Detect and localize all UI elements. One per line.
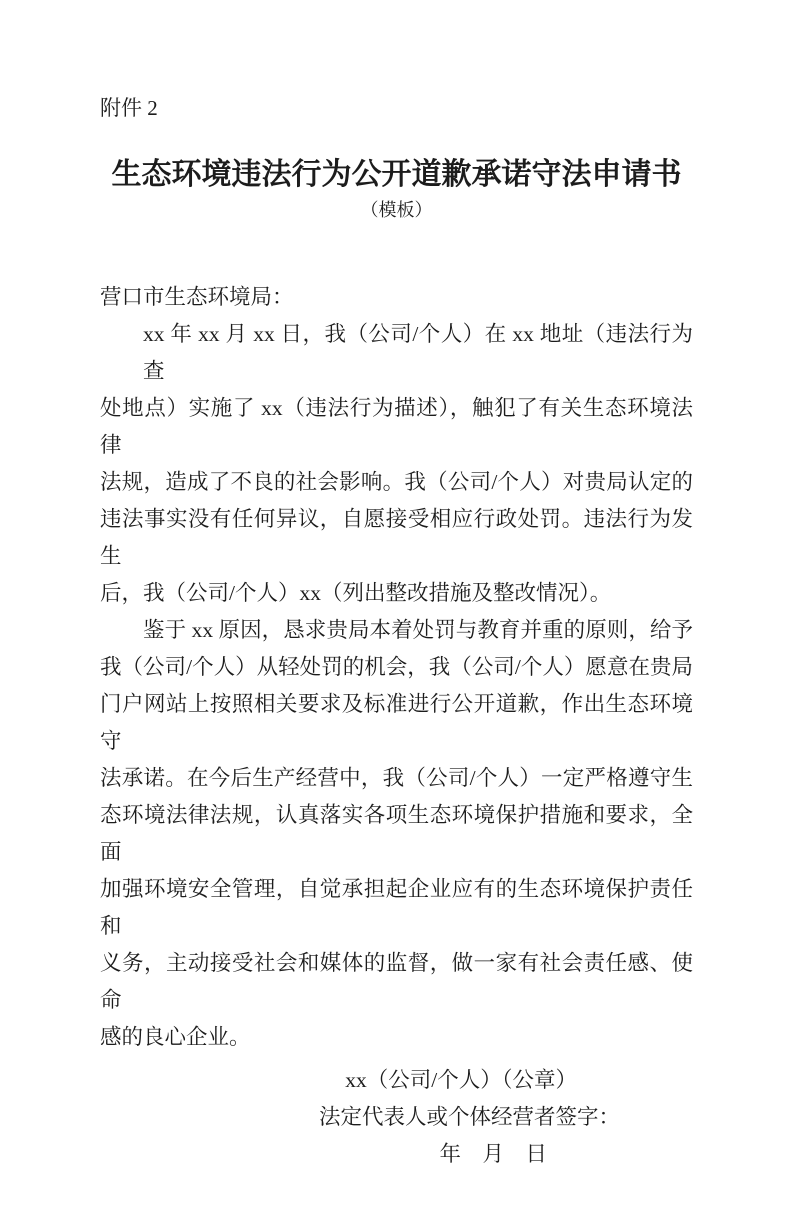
body-text-line: 加强环境安全管理，自觉承担起企业应有的生态环境保护责任和	[100, 877, 693, 938]
paragraph-1	[100, 316, 693, 612]
body-text-line: 态环境法律法规，认真落实各项生态环境保护措施和要求，全面	[100, 803, 693, 864]
signature-date-line: 年 月 日	[439, 1142, 547, 1166]
signature-signer-line: xx（公司/个人）（公章）	[345, 1068, 577, 1092]
body-text-line: 义务，主动接受社会和媒体的监督，做一家有社会责任感、使命	[100, 951, 693, 1012]
document-subtitle: （模板）	[360, 200, 433, 220]
body-text-line: 法承诺。在今后生产经营中，我（公司/个人）一定严格遵守生	[100, 766, 693, 790]
body-text-line: xx 年 xx 月 xx 日，我（公司/个人）在 xx 地址（违法行为查	[143, 322, 693, 383]
body-text-line: 后，我（公司/个人）xx（列出整改措施及整改情况）。	[100, 581, 612, 605]
body-text-line: 感的良心企业。	[100, 1025, 251, 1049]
body-text-line: 鉴于 xx 原因，恳求贵局本着处罚与教育并重的原则，给予	[143, 618, 693, 642]
signature-block	[100, 1062, 693, 1173]
body-text-line: 违法事实没有任何异议，自愿接受相应行政处罚。违法行为发生	[100, 507, 693, 568]
body-text-line: 我（公司/个人）从轻处罚的机会，我（公司/个人）愿意在贵局	[100, 655, 693, 679]
document-page	[0, 93, 793, 1215]
body-text-line: 法规，造成了不良的社会影响。我（公司/个人）对贵局认定的	[100, 470, 693, 494]
document-title: 生态环境违法行为公开道歉承诺守法申请书	[111, 158, 682, 191]
salutation-line: 营口市生态环境局：	[100, 285, 294, 309]
body-text-line: 处地点）实施了 xx（违法行为描述），触犯了有关生态环境法律	[100, 396, 693, 457]
document-body	[100, 279, 693, 1056]
paragraph-2	[100, 612, 693, 1056]
signature-representative-line: 法定代表人或个体经营者签字：	[318, 1105, 620, 1129]
body-text-line: 门户网站上按照相关要求及标准进行公开道歉，作出生态环境守	[100, 692, 693, 753]
attachment-label: 附件 2	[100, 96, 158, 120]
